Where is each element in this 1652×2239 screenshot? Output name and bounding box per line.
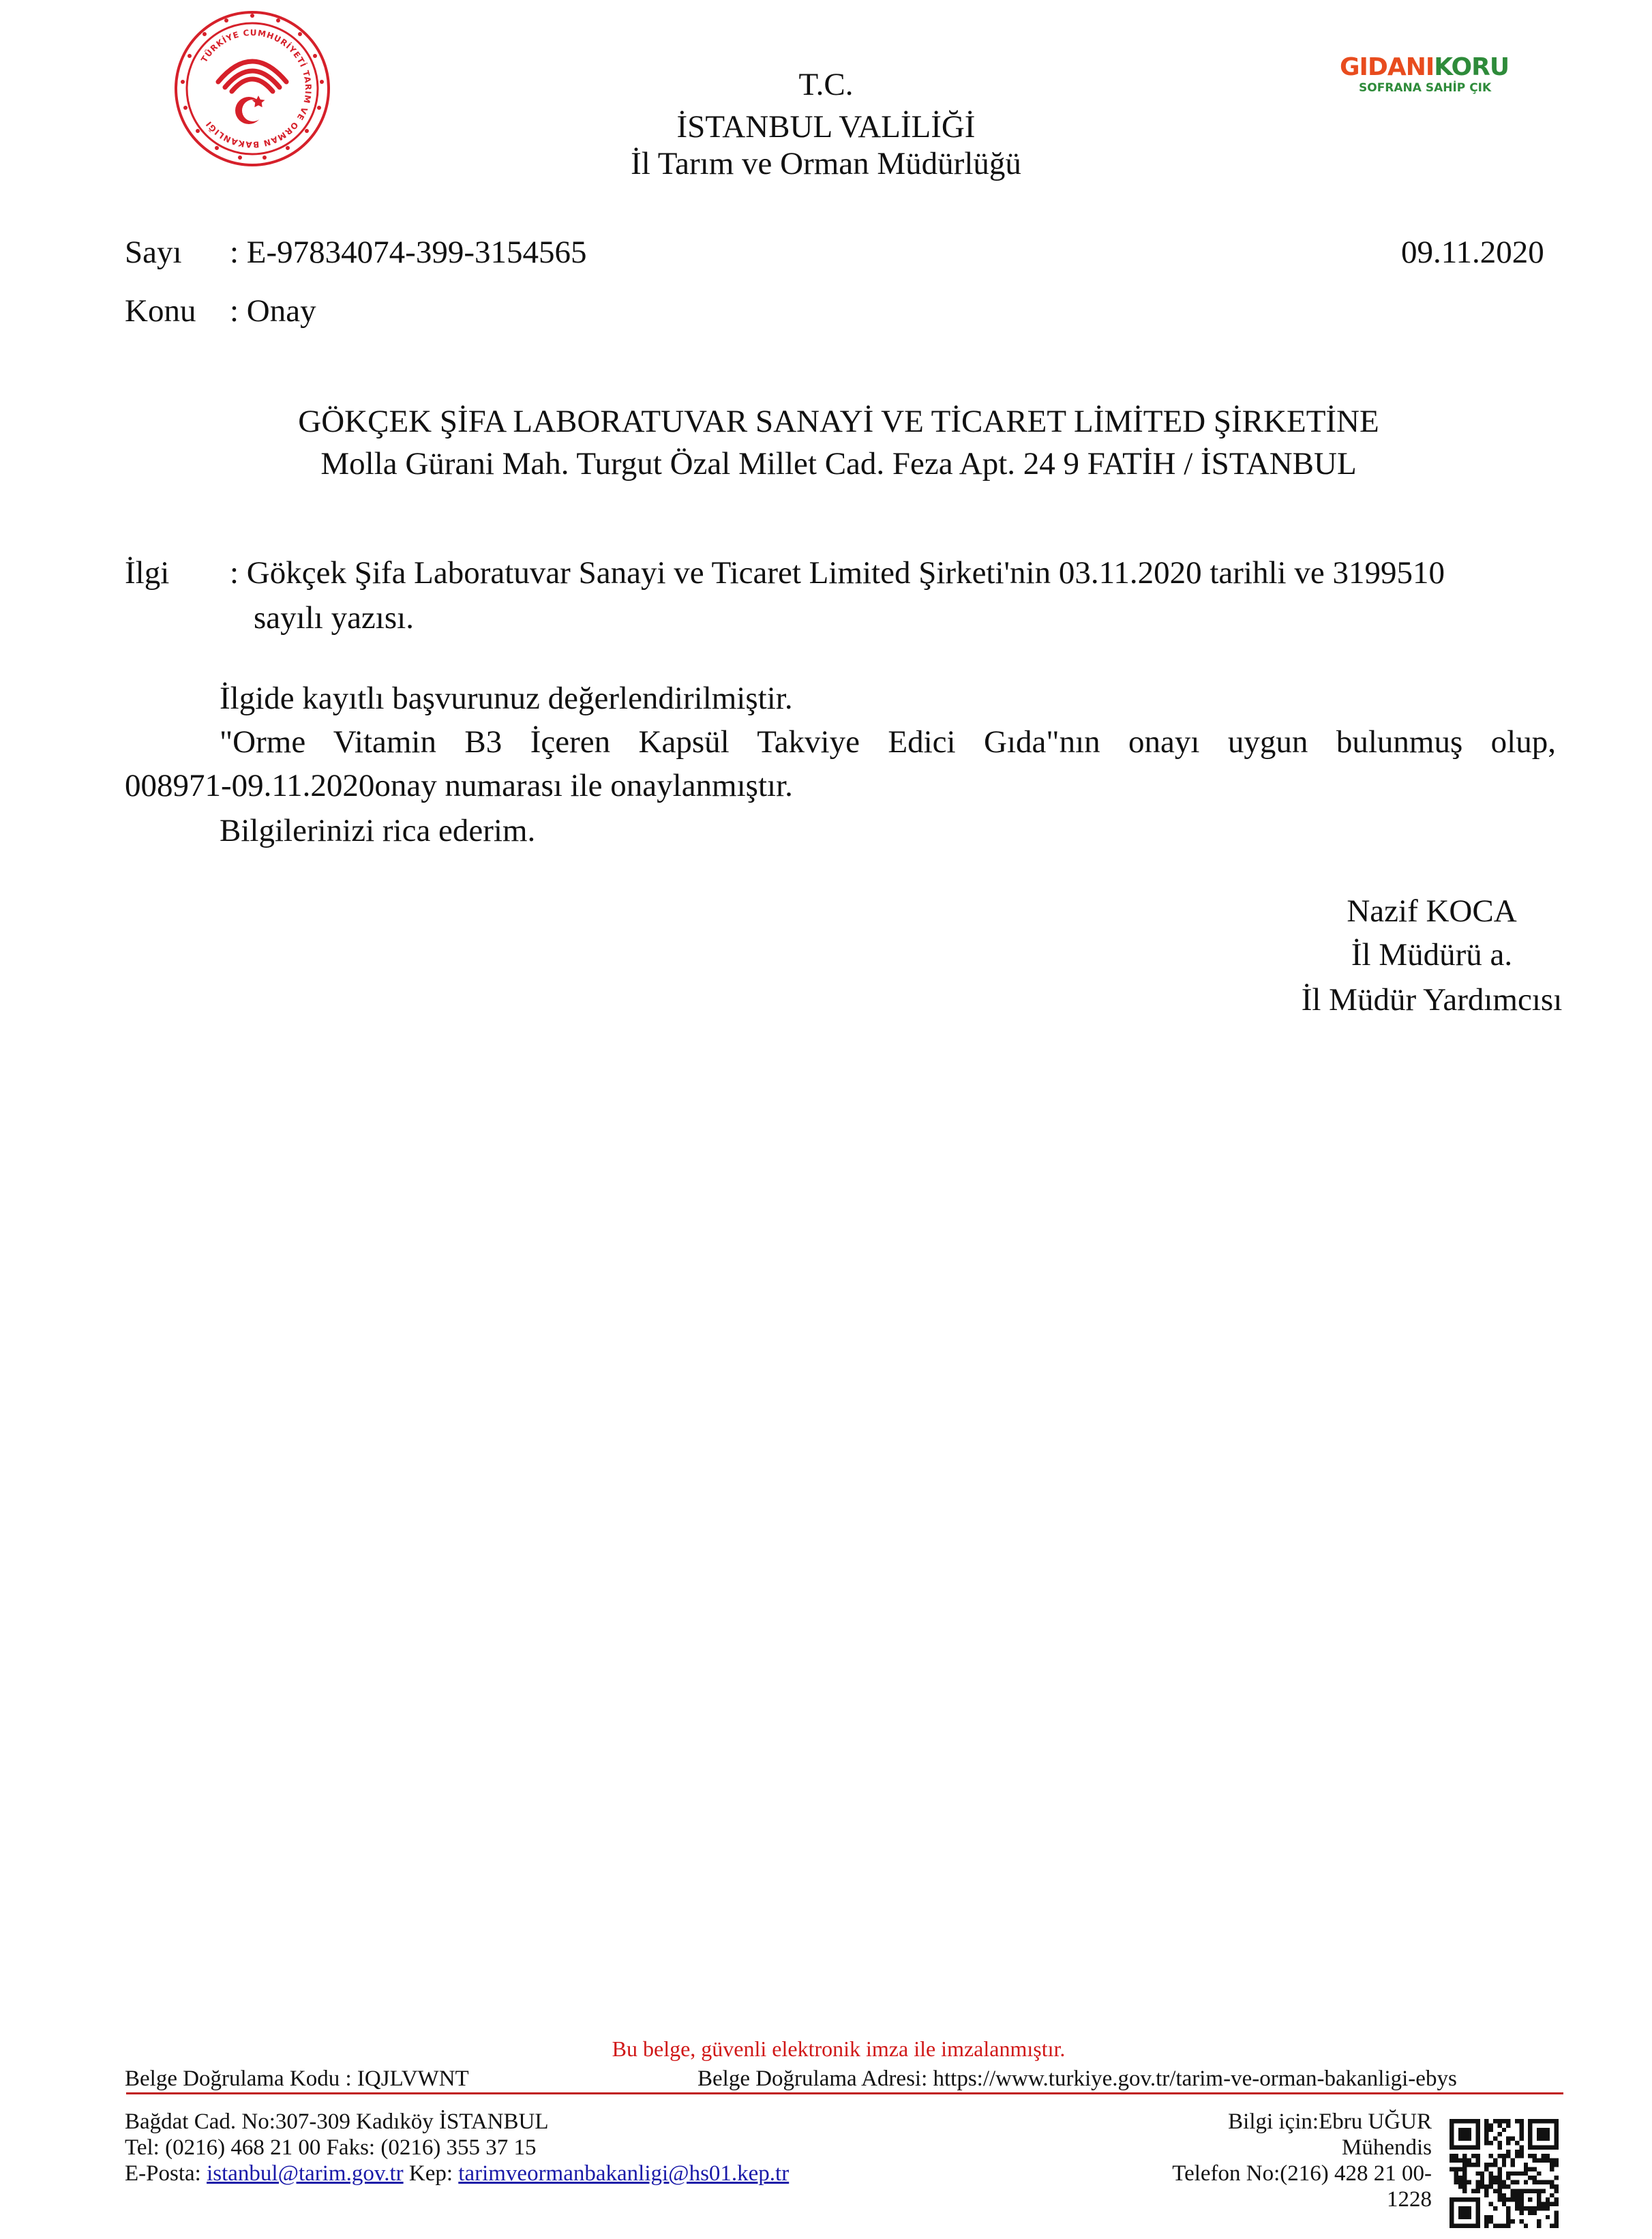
footer-address: Bağdat Cad. No:307-309 Kadıköy İSTANBUL bbox=[125, 2109, 549, 2134]
sayi-value: : E-97834074-399-3154565 bbox=[230, 235, 587, 270]
email-label: E-Posta: bbox=[125, 2161, 201, 2186]
brand-name-b: KORU bbox=[1434, 53, 1510, 81]
document-date: 09.11.2020 bbox=[1401, 235, 1544, 270]
svg-text:TÜRKİYE CUMHURİYETİ TARIM VE O: TÜRKİYE CUMHURİYETİ TARIM VE ORMAN BAKANLIĞI bbox=[199, 27, 314, 150]
footer-email-line bbox=[125, 2161, 789, 2187]
body-paragraph-2-line-1: "Orme Vitamin B3 İçeren Kapsül Takviye Edici Gıda"nın onayı uygun bulunmuş olup, bbox=[220, 724, 1556, 760]
signatory-name: Nazif KOCA bbox=[1347, 893, 1517, 929]
header-mudurluk: İl Tarım ve Orman Müdürlüğü bbox=[631, 146, 1021, 181]
signatory-title-2: İl Müdür Yardımcısı bbox=[1301, 982, 1563, 1018]
ilgi-label: İlgi bbox=[125, 555, 170, 591]
kep-link[interactable]: tarimveormanbakanligi@hs01.kep.tr bbox=[458, 2161, 790, 2186]
verify-address: Belge Doğrulama Adresi: https://www.turkiye.gov.tr/tarim-ve-orman-bakanligi-ebys bbox=[697, 2066, 1457, 2091]
kep-label: Kep: bbox=[408, 2161, 453, 2186]
brand-tagline: SOFRANA SAHİP ÇIK bbox=[1359, 81, 1492, 95]
footer-divider bbox=[126, 2092, 1563, 2094]
signatory-title-1: İl Müdürü a. bbox=[1351, 937, 1513, 973]
email-link[interactable]: istanbul@tarim.gov.tr bbox=[207, 2161, 404, 2186]
esign-note: Bu belge, güvenli elektronik imza ile imzalanmıştır. bbox=[612, 2036, 1066, 2061]
info-phone: Telefon No:(216) 428 21 00- bbox=[1172, 2161, 1432, 2186]
footer-phone: Tel: (0216) 468 21 00 Faks: (0216) 355 37 15 bbox=[125, 2135, 537, 2160]
verify-code: Belge Doğrulama Kodu : IQJLVWNT bbox=[125, 2066, 469, 2091]
body-paragraph-1: İlgide kayıtlı başvurunuz değerlendirilmiştir. bbox=[220, 681, 793, 716]
konu-value: : Onay bbox=[230, 293, 316, 329]
body-paragraph-2-line-2: 008971-09.11.2020onay numarası ile onaylanmıştır. bbox=[125, 768, 793, 803]
brand-name-a: GIDANI bbox=[1340, 53, 1435, 81]
ilgi-line-2: sayılı yazısı. bbox=[254, 600, 414, 636]
header-tc: T.C. bbox=[798, 67, 854, 102]
body-paragraph-3: Bilgilerinizi rica ederim. bbox=[220, 813, 536, 848]
recipient-name: GÖKÇEK ŞİFA LABORATUVAR SANAYİ VE TİCARET LİMİTED ŞİRKETİNE bbox=[298, 404, 1379, 439]
recipient-address: Molla Gürani Mah. Turgut Özal Millet Cad. Feza Apt. 24 9 FATİH / İSTANBUL bbox=[320, 446, 1357, 481]
ilgi-line-1: : Gökçek Şifa Laboratuvar Sanayi ve Ticaret Limited Şirketi'nin 03.11.2020 tarihli ve 3199510 bbox=[230, 555, 1445, 591]
konu-label: Konu bbox=[125, 293, 196, 329]
qr-code bbox=[1450, 2119, 1559, 2228]
info-title: Mühendis bbox=[1342, 2135, 1432, 2160]
info-phone-ext: 1228 bbox=[1387, 2187, 1432, 2212]
info-contact: Bilgi için:Ebru UĞUR bbox=[1228, 2109, 1432, 2134]
sayi-label: Sayı bbox=[125, 235, 182, 270]
header-valilik: İSTANBUL VALİLİĞİ bbox=[676, 109, 976, 145]
